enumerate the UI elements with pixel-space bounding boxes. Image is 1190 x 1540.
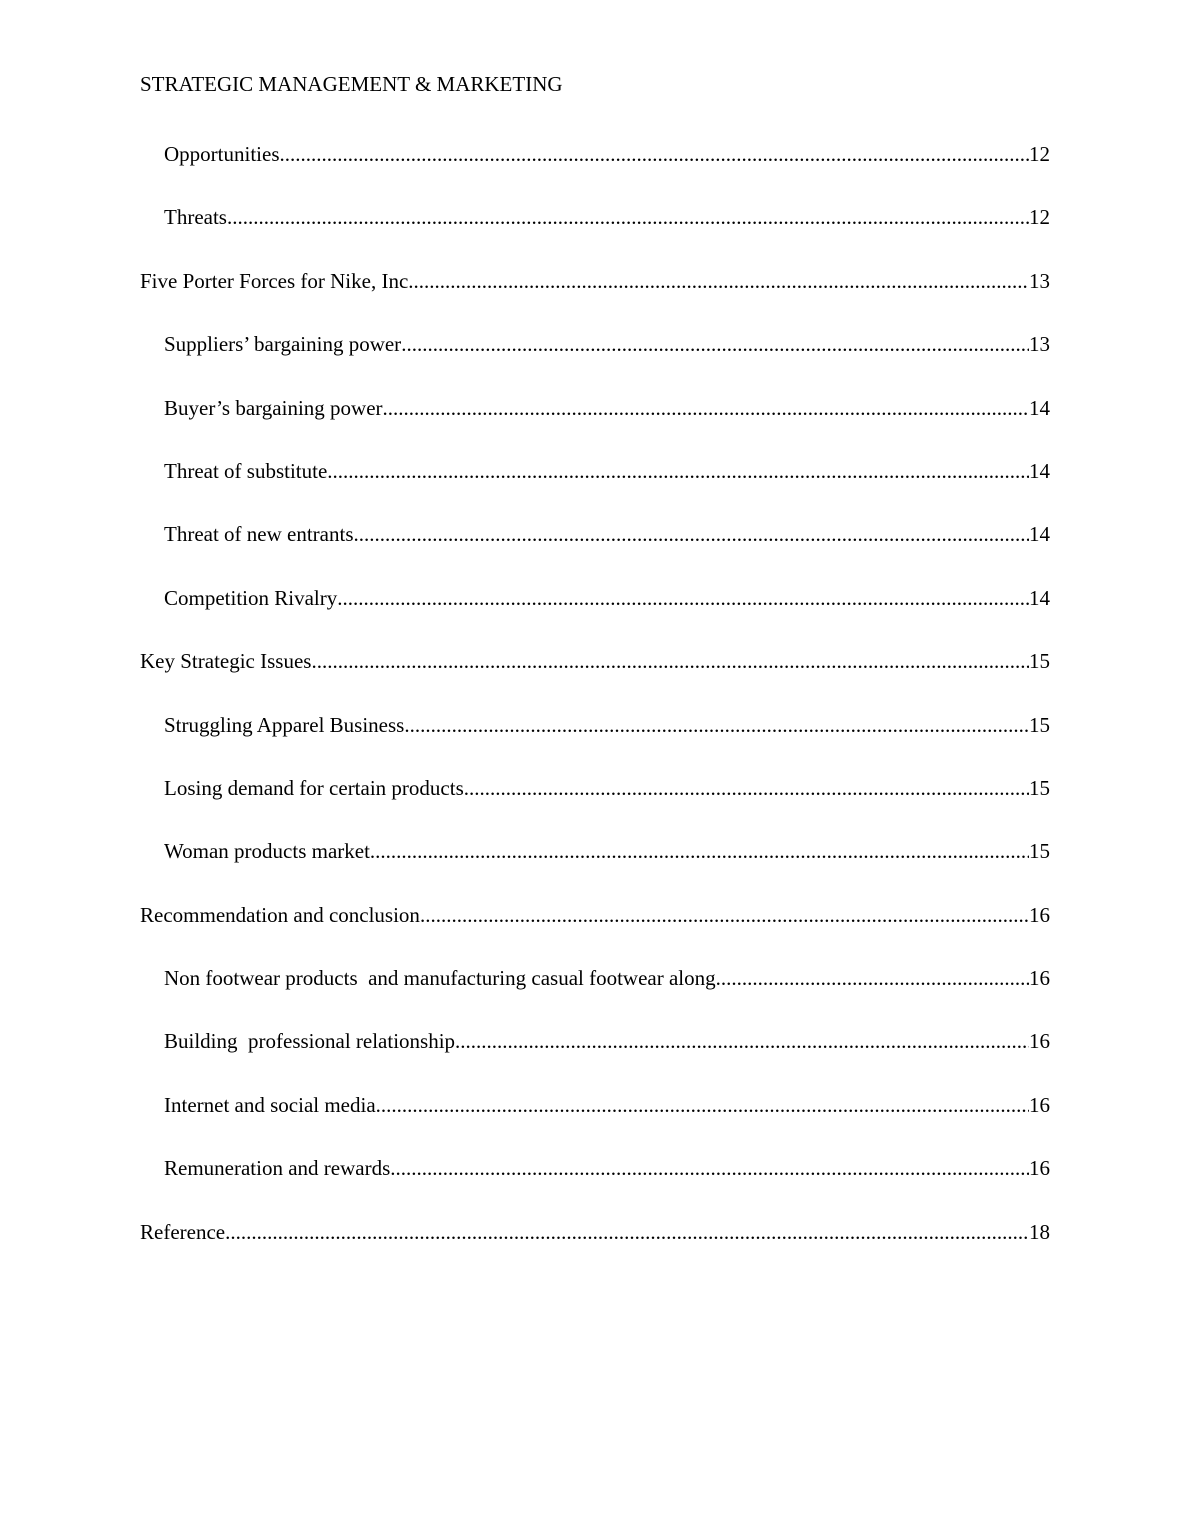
toc-entry-title: Remuneration and rewards (164, 1156, 391, 1181)
toc-dot-leader (404, 709, 1029, 741)
toc-dot-leader (376, 1089, 1029, 1121)
toc-entry-title: Recommendation and conclusion (140, 902, 420, 927)
toc-dot-leader (225, 1216, 1029, 1248)
toc-entry-row (140, 1216, 1050, 1248)
toc-dot-leader (401, 328, 1029, 360)
toc-entry-page-number: 16 (1029, 1029, 1050, 1054)
toc-entry-row (140, 899, 1050, 931)
toc-dot-leader (464, 772, 1029, 804)
toc-entry-title: Losing demand for certain products (164, 775, 464, 800)
running-head: STRATEGIC MANAGEMENT & MARKETING (140, 72, 563, 96)
table-of-contents (140, 138, 1050, 1279)
toc-entry-title: Key Strategic Issues (140, 649, 312, 674)
toc-dot-leader (354, 518, 1029, 550)
toc-entry-row (164, 138, 1050, 170)
toc-entry-page-number: 16 (1029, 1156, 1050, 1181)
toc-entry-page-number: 15 (1029, 839, 1050, 864)
toc-dot-leader (420, 899, 1029, 931)
toc-entry-row (164, 1089, 1050, 1121)
toc-dot-leader (455, 1025, 1029, 1057)
toc-entry[interactable] (140, 962, 1050, 1025)
toc-entry-row (164, 1152, 1050, 1184)
toc-entry[interactable] (140, 1089, 1050, 1152)
toc-entry[interactable] (140, 899, 1050, 962)
toc-entry-title: Building professional relationship (164, 1029, 456, 1054)
toc-entry-title: Opportunities (164, 142, 280, 166)
toc-dot-leader (280, 138, 1030, 170)
toc-entry-row (164, 518, 1050, 550)
toc-entry-row (164, 772, 1050, 804)
toc-entry-row (164, 962, 1050, 994)
toc-entry-page-number: 12 (1029, 142, 1050, 166)
toc-entry-title: Suppliers’ bargaining power (164, 332, 402, 357)
toc-dot-leader (383, 392, 1029, 424)
toc-entry[interactable] (140, 265, 1050, 328)
toc-dot-leader (227, 201, 1029, 233)
toc-dot-leader (311, 645, 1029, 677)
toc-entry-row (164, 835, 1050, 867)
toc-dot-leader (370, 835, 1029, 867)
toc-entry-page-number: 14 (1029, 395, 1050, 420)
toc-entry-row (140, 645, 1050, 677)
toc-entry-title: Threat of new entrants (164, 522, 354, 547)
toc-entry-page-number: 14 (1029, 522, 1050, 547)
toc-entry-title: Five Porter Forces for Nike, Inc (140, 268, 409, 293)
toc-entry[interactable] (140, 1152, 1050, 1215)
toc-entry-title: Threat of substitute (164, 458, 328, 483)
toc-dot-leader (337, 582, 1029, 614)
toc-entry-page-number: 13 (1029, 332, 1050, 357)
toc-entry[interactable] (140, 645, 1050, 708)
toc-entry-title: Non footwear products and manufacturing casual footwear along (164, 966, 716, 991)
toc-entry-row (164, 709, 1050, 741)
toc-entry-title: Buyer’s bargaining power (164, 395, 383, 420)
toc-entry-page-number: 15 (1029, 775, 1050, 800)
toc-entry-page-number: 16 (1029, 1092, 1050, 1117)
toc-entry[interactable] (140, 1216, 1050, 1279)
toc-dot-leader (390, 1152, 1029, 1184)
toc-entry[interactable] (140, 201, 1050, 264)
toc-entry[interactable] (140, 1025, 1050, 1088)
toc-entry-page-number: 16 (1029, 902, 1050, 927)
toc-entry-page-number: 12 (1029, 205, 1050, 230)
toc-entry-title: Woman products market (164, 839, 370, 864)
toc-entry-row (164, 328, 1050, 360)
toc-entry-page-number: 16 (1029, 966, 1050, 991)
toc-entry-row (164, 455, 1050, 487)
toc-entry-title: Struggling Apparel Business (164, 712, 405, 737)
toc-entry[interactable] (140, 138, 1050, 201)
toc-dot-leader (716, 962, 1029, 994)
toc-entry-page-number: 14 (1029, 585, 1050, 610)
toc-dot-leader (408, 265, 1029, 297)
toc-entry-page-number: 14 (1029, 458, 1050, 483)
toc-entry-page-number: 18 (1029, 1219, 1050, 1244)
toc-entry-row (140, 265, 1050, 297)
toc-entry[interactable] (140, 835, 1050, 898)
toc-entry-row (164, 201, 1050, 233)
toc-entry-row (164, 582, 1050, 614)
toc-entry-title: Reference (140, 1219, 226, 1244)
toc-entry[interactable] (140, 392, 1050, 455)
toc-entry-page-number: 15 (1029, 649, 1050, 674)
toc-entry-row (164, 1025, 1050, 1057)
toc-entry[interactable] (140, 582, 1050, 645)
toc-entry[interactable] (140, 455, 1050, 518)
toc-dot-leader (327, 455, 1029, 487)
toc-entry[interactable] (140, 709, 1050, 772)
toc-entry-title: Threats (164, 205, 227, 230)
toc-entry[interactable] (140, 518, 1050, 581)
toc-entry-page-number: 13 (1029, 268, 1050, 293)
toc-entry-title: Internet and social media (164, 1092, 376, 1117)
toc-entry[interactable] (140, 772, 1050, 835)
toc-entry-row (164, 392, 1050, 424)
toc-entry[interactable] (140, 328, 1050, 391)
toc-entry-page-number: 15 (1029, 712, 1050, 737)
toc-entry-title: Competition Rivalry (164, 585, 338, 610)
